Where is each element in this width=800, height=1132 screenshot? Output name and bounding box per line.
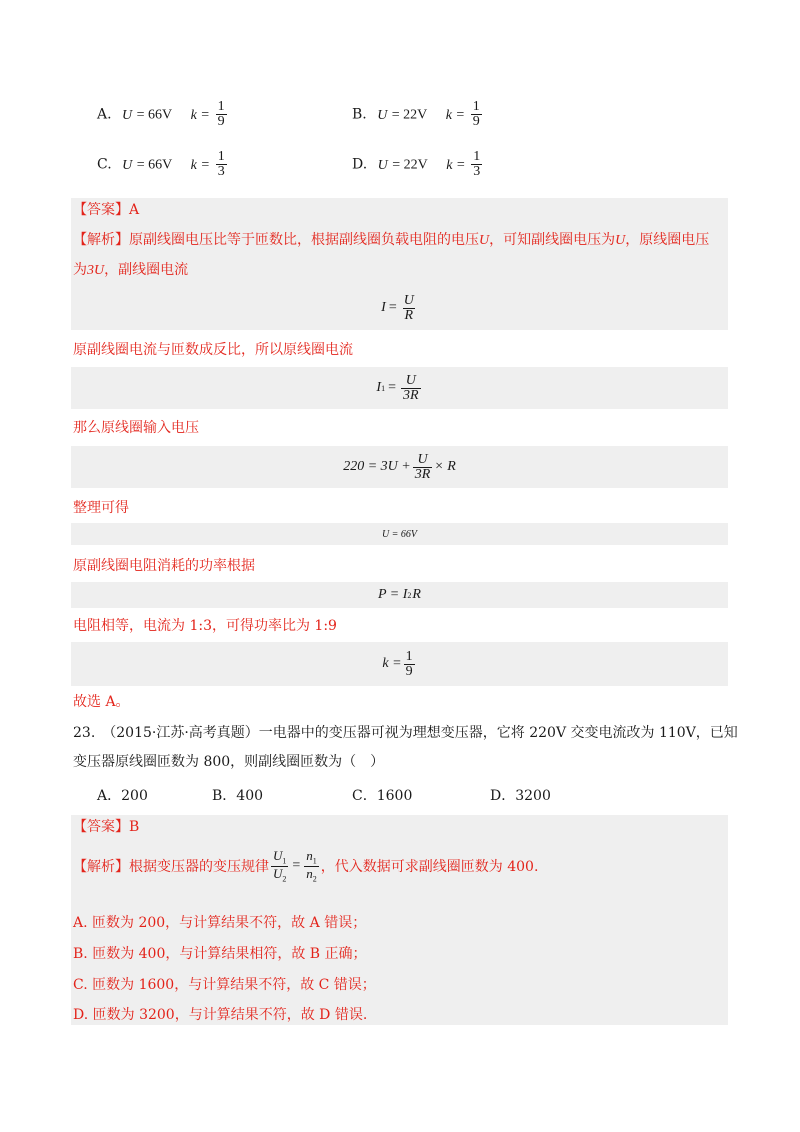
analysis-text: 整理可得 [73, 500, 129, 516]
equation-ratio [71, 642, 728, 686]
math-var: I [376, 380, 382, 395]
math-subscript: 2 [282, 874, 287, 884]
numerator: U [417, 451, 428, 467]
question-option-a [97, 786, 148, 806]
math-op: = [456, 157, 465, 173]
denominator: 3R [403, 387, 419, 403]
denominator: 3 [217, 164, 225, 179]
math-var: U [377, 157, 388, 173]
option-value: 1600 [376, 788, 413, 804]
option-a [97, 100, 229, 129]
math-var: U [615, 233, 626, 248]
fraction [404, 650, 415, 679]
math-expr: 3U [87, 263, 105, 278]
analysis-text: 为 [73, 262, 87, 278]
numerator: U [273, 847, 283, 863]
math-superscript: 2 [407, 590, 412, 600]
fraction [413, 453, 433, 482]
analysis-text: ，代入数据可求副线圈匝数为 400. [320, 859, 539, 875]
equation-primary-current [71, 367, 728, 409]
fraction [304, 849, 319, 883]
fraction [471, 150, 482, 179]
fraction [216, 150, 227, 179]
math-var: k [190, 157, 197, 173]
math-var: I [381, 300, 386, 315]
math-op: = [201, 157, 210, 173]
math-value: = 22V [392, 157, 428, 173]
denominator: 3R [414, 466, 431, 482]
math-op: = [388, 380, 396, 395]
math-var: R [412, 587, 421, 602]
math-expr: × R [434, 459, 456, 474]
numerator: 1 [405, 648, 413, 664]
math-subscript: 2 [312, 874, 317, 884]
math-expr: U = 66V [381, 528, 418, 540]
answer-label: 【答案】 [73, 202, 129, 218]
answer-line-2 [73, 817, 139, 837]
option-letter: B. [352, 106, 367, 123]
numerator: 1 [217, 149, 225, 164]
analysis-line-1 [73, 230, 728, 251]
question-stem-line-2: 变压器原线圈匝数为 800，则副线圈匝数为（ ） [73, 754, 385, 770]
math-expr: 220 = 3U + [343, 459, 411, 474]
fraction [216, 100, 227, 129]
math-var: k [445, 107, 452, 123]
option-letter: B． [212, 788, 237, 804]
analysis-text: 那么原线圈输入电压 [73, 420, 199, 436]
numerator: U [403, 292, 414, 308]
analysis-item: A. 匝数为 200，与计算结果不符，故 A 错误； [73, 915, 367, 931]
math-op: = [292, 858, 301, 873]
analysis-text: 电阻相等，电流为 1:3，可得功率比为 1:9 [73, 618, 337, 634]
denominator: R [404, 307, 414, 323]
option-letter: A． [97, 788, 122, 804]
equation-input-voltage [71, 446, 728, 488]
math-value: = 66V [136, 157, 173, 173]
analysis-label: 【解析】 [73, 232, 129, 248]
analysis-text: ，可知副线圈电压为 [489, 232, 616, 248]
option-b [352, 100, 484, 129]
denominator: n [306, 865, 313, 881]
analysis-line-rule [73, 842, 538, 890]
analysis-item: D. 匝数为 3200，与计算结果不符，故 D 错误. [73, 1007, 368, 1023]
denominator: 3 [473, 164, 481, 179]
analysis-text: ，副线圈电流 [104, 262, 189, 278]
denominator: U [273, 865, 283, 881]
math-op: = [388, 300, 397, 315]
numerator: n [306, 847, 313, 863]
math-subscript: 1 [282, 856, 287, 866]
analysis-label: 【解析】 [73, 859, 129, 875]
option-d [352, 150, 484, 179]
math-op: = [201, 107, 210, 123]
analysis-text: 原副线圈电阻消耗的功率根据 [73, 558, 255, 574]
option-value: 200 [121, 788, 148, 804]
fraction [271, 849, 288, 883]
analysis-text: 原副线圈电流与匝数成反比，所以原线圈电流 [73, 342, 353, 358]
option-letter: C． [352, 788, 377, 804]
math-var: k [446, 157, 453, 173]
conclusion-text: 故选 A。 [73, 694, 130, 710]
option-letter: D. [352, 156, 368, 173]
analysis-item: C. 匝数为 1600，与计算结果不符，故 C 错误； [73, 977, 376, 993]
math-var: k [190, 107, 197, 123]
analysis-text: ，原线圈电压 [625, 232, 710, 248]
math-var: U [479, 233, 490, 248]
option-letter: D． [490, 788, 516, 804]
denominator: 9 [405, 663, 413, 679]
numerator: 1 [472, 99, 480, 114]
equation-current [71, 290, 728, 326]
numerator: 1 [217, 99, 225, 114]
denominator: 9 [217, 114, 225, 129]
option-value: 400 [236, 788, 264, 804]
equation-result [71, 523, 728, 545]
answer-line [73, 200, 139, 220]
fraction [402, 294, 416, 323]
math-expr: P = I [378, 587, 408, 602]
math-op: = [456, 107, 465, 123]
math-value: = 22V [391, 107, 428, 123]
option-letter: A. [97, 106, 112, 123]
math-var: U [377, 107, 388, 123]
math-subscript: 1 [381, 383, 386, 393]
question-option-c [352, 786, 412, 806]
answer-label: 【答案】 [73, 819, 129, 835]
math-value: = 66V [136, 107, 173, 123]
fraction [401, 374, 421, 403]
math-var: U [122, 107, 133, 123]
question-option-d [490, 786, 551, 806]
equation-power [71, 582, 728, 608]
math-subscript: 1 [312, 856, 317, 866]
fraction [471, 100, 482, 129]
option-value: 3200 [515, 788, 551, 804]
numerator: 1 [473, 149, 481, 164]
option-c [97, 150, 229, 179]
question-option-b [212, 786, 263, 806]
analysis-text: 根据变压器的变压规律 [129, 859, 269, 875]
denominator: 9 [472, 114, 480, 129]
analysis-line-2 [73, 260, 188, 281]
answer-value: A [129, 202, 140, 218]
math-expr: k = [382, 656, 402, 671]
answer-value: B [129, 819, 140, 835]
question-stem-line-1: 23. （2015·江苏·高考真题）一电器中的变压器可视为理想变压器，它将 220V 交变电流改为 110V，已知 [73, 725, 738, 741]
option-letter: C. [97, 156, 112, 173]
analysis-text: 原副线圈电压比等于匝数比，根据副线圈负载电阻的电压 [129, 232, 479, 248]
analysis-item: B. 匝数为 400，与计算结果相符，故 B 正确； [73, 946, 367, 962]
math-var: U [122, 157, 133, 173]
numerator: U [405, 372, 416, 388]
